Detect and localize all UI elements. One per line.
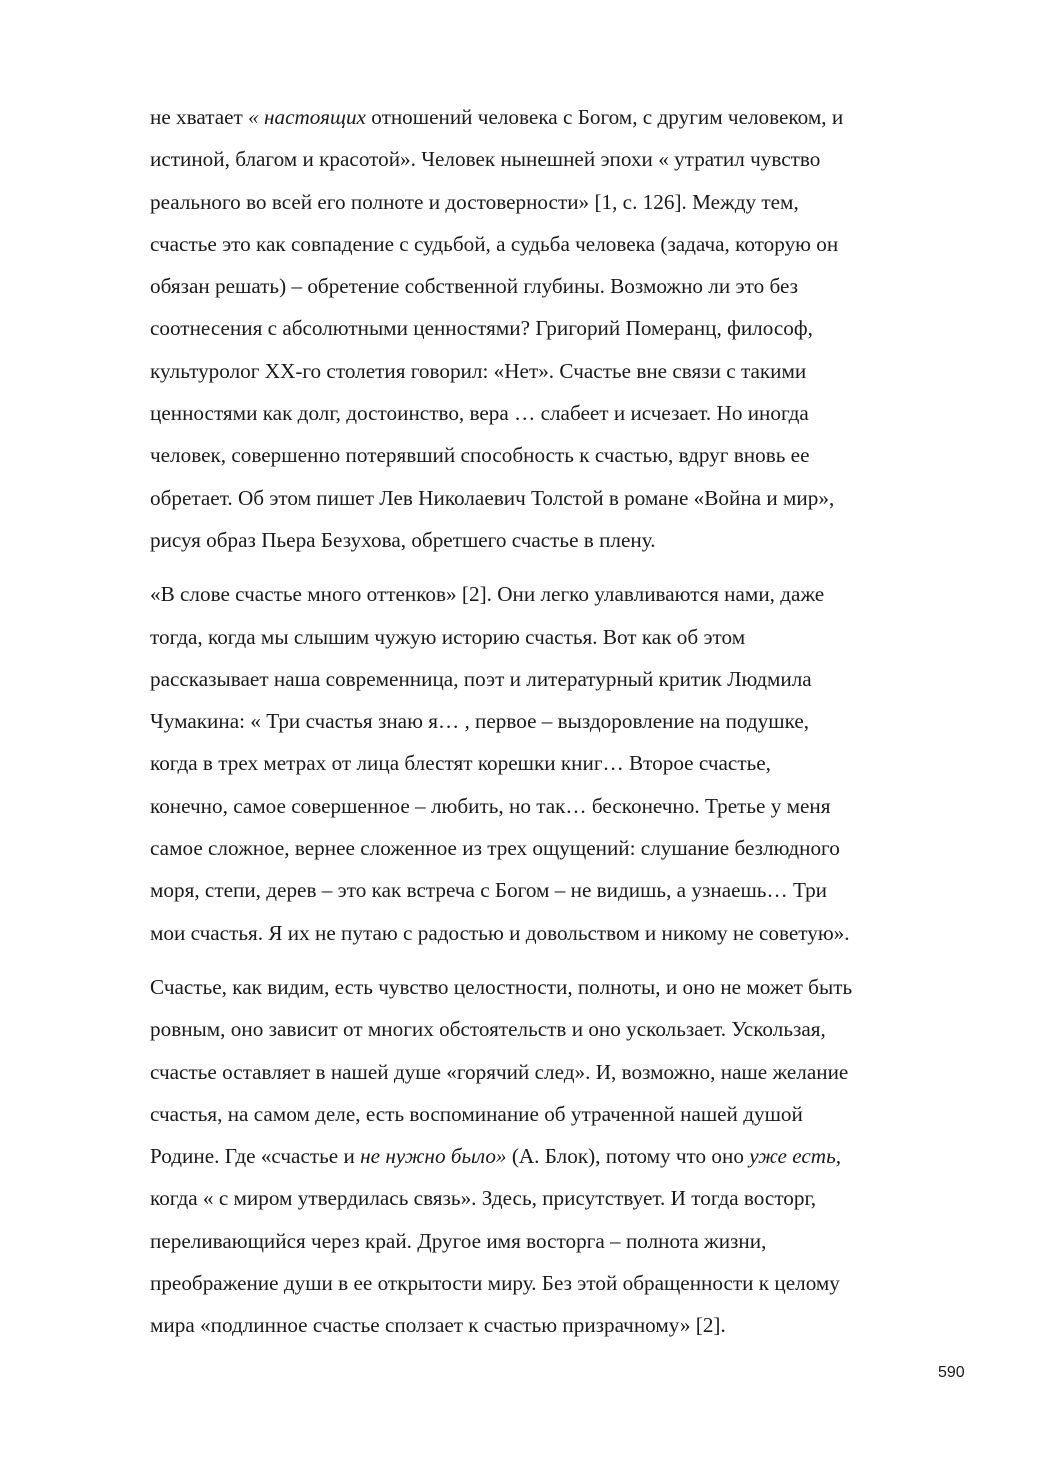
text-line: тогда, когда мы слышим чужую историю счастья. Вот как об этом — [150, 624, 746, 649]
text-line: счастье это как совпадение с судьбой, а судьба человека (задача, которую он — [150, 231, 839, 256]
paragraph-3 — [150, 966, 964, 1347]
italic-text-run: « настоящих — [248, 105, 366, 129]
text-line — [150, 96, 964, 138]
paragraph-spacing — [150, 954, 964, 966]
text-line: человек, совершенно потерявший способность к счастью, вдруг вновь ее — [150, 443, 810, 468]
text-line — [150, 1135, 964, 1177]
text-line: мира «подлинное счастье сползает к счастью призрачному» [2]. — [150, 1313, 726, 1338]
text-run: Родине. Где «счастье и — [150, 1144, 361, 1169]
text-line: истиной, благом и красотой». Человек нынешней эпохи « утратил чувство — [150, 147, 821, 172]
text-line: когда « с миром утвердилась связь». Здесь, присутствует. И тогда восторг, — [150, 1186, 817, 1211]
text-line: «В слове счастье много оттенков» [2]. Они легко улавливаются нами, даже — [150, 582, 825, 607]
text-run: (А. Блок), потому что оно — [506, 1144, 750, 1169]
text-line: мои счастья. Я их не путаю с радостью и довольством и никому не советую». — [150, 920, 850, 945]
text-line: когда в трех метрах от лица блестят корешки книг… Второе счастье, — [150, 751, 771, 776]
italic-text-run: не нужно было» — [360, 1144, 507, 1169]
text-line: обретает. Об этом пишет Лев Николаевич Толстой в романе «Война и мир», — [150, 485, 835, 510]
text-line: обязан решать) – обретение собственной глубины. Возможно ли это без — [150, 274, 799, 299]
paragraph-spacing — [150, 561, 964, 573]
text-line: реального во всей его полноте и достоверности» [1, с. 126]. Между тем, — [150, 189, 799, 214]
text-line: самое сложное, вернее сложенное из трех ощущений: слушание безлюдного — [150, 836, 840, 861]
text-line: преображение души в ее открытости миру. Без этой обращенности к целому — [150, 1271, 840, 1296]
text-line: переливающийся через край. Другое имя восторга – полнота жизни, — [150, 1228, 767, 1253]
text-line: конечно, самое совершенное – любить, но так… бесконечно. Третье у меня — [150, 793, 831, 818]
text-line: моря, степи, дерев – это как встреча с Богом – не видишь, а узнаешь… Три — [150, 878, 828, 903]
text-line: рассказывает наша современница, поэт и литературный критик Людмила — [150, 666, 812, 691]
page-number: 590 — [938, 1364, 965, 1381]
paragraph-1 — [150, 96, 964, 561]
text-line: ценностями как долг, достоинство, вера … слабеет и исчезает. Но иногда — [150, 401, 809, 426]
text-line: культуролог ХХ-го столетия говорил: «Нет». Счастье вне связи с такими — [150, 358, 807, 383]
italic-text-run: уже есть, — [749, 1144, 842, 1169]
text-line: счастья, на самом деле, есть воспоминание об утраченной нашей душой — [150, 1101, 803, 1126]
text-line: рисуя образ Пьера Безухова, обретшего счастье в плену. — [150, 527, 656, 552]
text-line: счастье оставляет в нашей душе «горячий след». И, возможно, наше желание — [150, 1059, 849, 1084]
text-line: ровным, оно зависит от многих обстоятельств и оно ускользает. Ускользая, — [150, 1017, 826, 1042]
body-text — [150, 96, 964, 1347]
text-run: не хватает — [150, 105, 249, 129]
text-run: отношений человека с Богом, с другим человеком, и — [365, 105, 844, 129]
text-line: Счастье, как видим, есть чувство целостности, полноты, и оно не может быть — [150, 974, 853, 999]
text-line: Чумакина: « Три счастья знаю я… , первое – выздоровление на подушке, — [150, 709, 810, 734]
text-line: соотнесения с абсолютными ценностями? Григорий Померанц, философ, — [150, 316, 813, 341]
paragraph-2 — [150, 573, 964, 954]
